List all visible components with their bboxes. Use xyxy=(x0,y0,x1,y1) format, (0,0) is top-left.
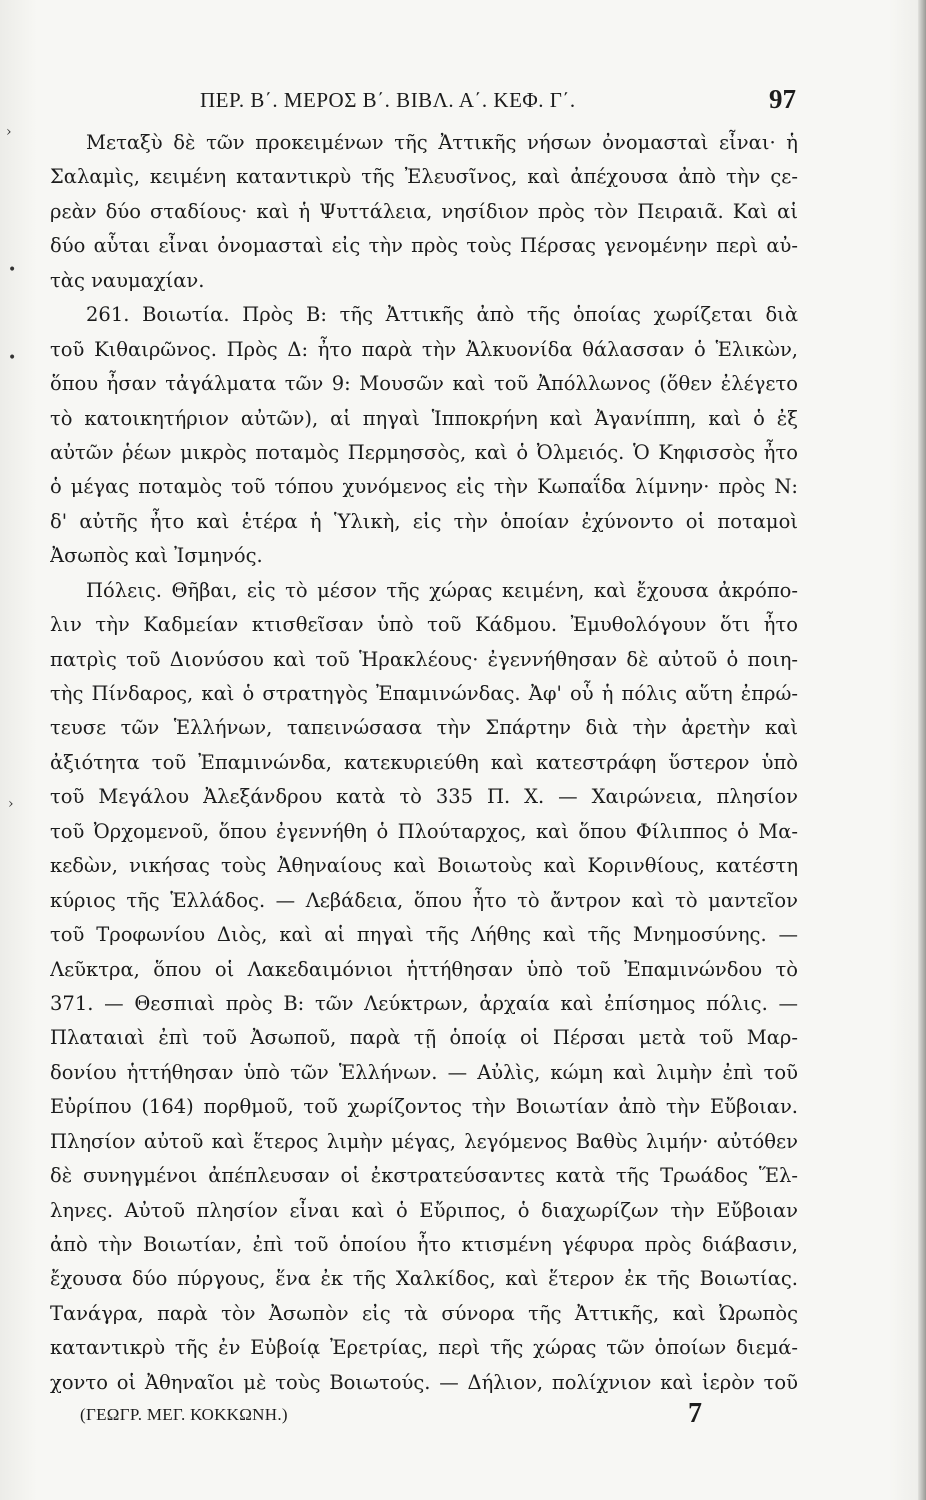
page-number: 97 xyxy=(769,84,796,114)
text-line: Μεταξὺ δὲ τῶν προκειμένων τῆς Ἀττικῆς νήσων ὀνομασταὶ εἶναι· ἡ xyxy=(86,131,798,154)
text-line: κεδὼν, νικήσας τοὺς Ἀθηναίους καὶ Βοιωτοὺς καὶ Κορινθίους, κατέστη xyxy=(50,854,798,878)
text-line: τὴς Πίνδαρος, καὶ ὁ στρατηγὸς Ἐπαμινώνδας. Ἀφ' οὗ ἡ πόλις αὕτη ἐπρώ- xyxy=(50,682,798,705)
text-line: Εὐρίπου (164) πορθμοῦ, τοῦ χωρίζοντος τὴν Βοιωτίαν ἀπὸ τὴν Εὔβοιαν. xyxy=(50,1095,798,1119)
text-line: ἀξιότητα τοῦ Ἐπαμινώνδα, κατεκυριεύθη καὶ κατεστράφη ὕστερον ὑπὸ xyxy=(50,750,798,774)
text-line: χοντο οἱ Ἀθηναῖοι μὲ τοὺς Βοιωτούς. — Δήλιον, πολίχνιον καὶ ἱερὸν τοῦ xyxy=(50,1370,798,1394)
text-line: ρεὰν δύο σταδίους· καὶ ἡ Ψυττάλεια, νησίδιον πρὸς τὸν Πειραιᾶ. Καὶ αἱ xyxy=(50,199,798,223)
text-line: ἀπὸ τὴν Βοιωτίαν, ἐπὶ τοῦ ὁποίου ἦτο κτισμένη γέφυρα πρὸς διάβασιν, xyxy=(50,1233,798,1256)
text-line: Πόλεις. Θῆβαι, εἰς τὸ μέσον τῆς χώρας κειμένη, καὶ ἔχουσα ἀκρόπο- xyxy=(86,578,798,602)
page-edge-shadow xyxy=(918,0,926,1500)
margin-mark: • xyxy=(8,350,17,366)
text-line: τευσε τῶν Ἑλλήνων, ταπεινώσασα τὴν Σπάρτην διὰ τὴν ἀρετὴν καὶ xyxy=(50,716,798,740)
margin-mark: • xyxy=(8,262,17,278)
section-heading-line: 261. Βοιωτία. Πρὸς Β: τῆς Ἀττικῆς ἀπὸ τῆς ὁποίας χωρίζεται διὰ xyxy=(86,303,798,327)
text-line: κύριος τῆς Ἑλλάδος. — Λεβάδεια, ὅπου ἦτο τὸ ἄντρον καὶ τὸ μαντεῖον xyxy=(50,888,798,912)
text-line: δύο αὗται εἶναι ὀνομασταὶ εἰς τὴν πρὸς τοὺς Πέρσας γενομένην περὶ αὐ- xyxy=(50,234,798,258)
text-line: ἔχουσα δύο πύργους, ἕνα ἐκ τῆς Χαλκίδος, καὶ ἕτερον ἐκ τῆς Βοιωτίας. xyxy=(50,1267,798,1291)
text-line: τοῦ Ὀρχομενοῦ, ὅπου ἐγεννήθη ὁ Πλούταρχος, καὶ ὅπου Φίλιππος ὁ Μα- xyxy=(50,819,798,843)
text-line: αὐτῶν ῥέων μικρὸς ποταμὸς Περμησσὸς, καὶ ὁ Ὀλμειός. Ὁ Κηφισσὸς ἦτο xyxy=(50,440,798,464)
text-line: Πλαταιαὶ ἐπὶ τοῦ Ἀσωποῦ, παρὰ τῇ ὁποίᾳ οἱ Πέρσαι μετὰ τοῦ Μαρ- xyxy=(50,1026,798,1050)
text-line: Ἀσωπὸς καὶ Ἰσμηνός. xyxy=(50,544,263,568)
text-line: δονίου ἡττήθησαν ὑπὸ τῶν Ἑλλήνων. — Αὐλὶς, κώμη καὶ λιμὴν ἐπὶ τοῦ xyxy=(50,1060,798,1084)
text-line: Σαλαμὶς, κειμένη καταντικρὺ τῆς Ἐλευσῖνος, καὶ ἀπέχουσα ἀπὸ τὴν ςε- xyxy=(50,165,798,189)
text-line: ὅπου ἦσαν τἀγάλματα τῶν 9: Μουσῶν καὶ τοῦ Ἀπόλλωνος (ὅθεν ἐλέγετο xyxy=(50,372,798,396)
margin-mark: › xyxy=(8,796,14,812)
text-line: 371. — Θεσπιαὶ πρὸς Β: τῶν Λεύκτρων, ἀρχαία καὶ ἐπίσημος πόλις. — xyxy=(50,991,798,1015)
margin-mark: › xyxy=(6,124,12,140)
text-line: δ' αὐτῆς ἦτο καὶ ἑτέρα ἡ Ὑλικὴ, εἰς τὴν ὁποίαν ἐχύνοντο οἱ ποταμοὶ xyxy=(50,509,798,533)
running-title: ΠΕΡ. Β΄. ΜΕΡΟΣ Β΄. ΒΙΒΛ. Α΄. ΚΕΦ. Γ΄. xyxy=(200,88,576,112)
text-line: τοῦ Κιθαιρῶνος. Πρὸς Δ: ἦτο παρὰ τὴν Ἀλκυονίδα θάλασσαν ὁ Ἑλικὼν, xyxy=(50,337,798,361)
text-line: λιν τὴν Καδμείαν κτισθεῖσαν ὑπὸ τοῦ Κάδμου. Ἐμυθολόγουν ὅτι ἦτο xyxy=(50,613,798,637)
text-line: τοῦ Μεγάλου Ἀλεξάνδρου κατὰ τὸ 335 Π. Χ. — Χαιρώνεια, πλησίον xyxy=(50,785,798,809)
sheet-number: 7 xyxy=(688,1398,702,1429)
text-line: Λεῦκτρα, ὅπου οἱ Λακεδαιμόνιοι ἡττήθησαν ὑπὸ τοῦ Ἐπαμινώνδου τὸ xyxy=(50,957,798,981)
text-line: Τανάγρα, παρὰ τὸν Ἀσωπὸν εἰς τὰ σύνορα τῆς Ἀττικῆς, καὶ Ὠρωπὸς xyxy=(50,1301,798,1325)
text-line: τοῦ Τροφωνίου Διὸς, καὶ αἱ πηγαὶ τῆς Λήθης καὶ τῆς Μνημοσύνης. — xyxy=(50,923,798,947)
text-line: τὰς ναυμαχίαν. xyxy=(50,268,205,292)
footer-signature: (ΓΕΩΓΡ. ΜΕΓ. ΚΟΚΚΩΝΗ.) xyxy=(80,1405,288,1424)
text-line: ὁ μέγας ποταμὸς τοῦ τόπου χυνόμενος εἰς τὴν Κωπαΐδα λίμνην· πρὸς Ν: xyxy=(50,475,798,499)
text-line: πατρὶς τοῦ Διονύσου καὶ τοῦ Ἡρακλέους· ἐγεννήθησαν δὲ αὐτοῦ ὁ ποιη- xyxy=(50,647,798,671)
text-line: τὸ κατοικητήριον αὐτῶν), αἱ πηγαὶ Ἱπποκρήνη καὶ Ἀγανίππη, καὶ ὁ ἐξ xyxy=(50,406,798,430)
text-line: καταντικρὺ τῆς ἐν Εὐβοίᾳ Ἐρετρίας, περὶ τῆς χώρας τῶν ὁποίων διεμά- xyxy=(50,1336,798,1360)
body-text xyxy=(50,126,798,1400)
text-line: ληνες. Αὐτοῦ πλησίον εἶναι καὶ ὁ Εὔριπος, ὁ διαχωρίζων τὴν Εὔβοιαν xyxy=(50,1198,798,1222)
text-line: δὲ συνηγμένοι ἀπέπλευσαν οἱ ἐκστρατεύσαντες κατὰ τῆς Τρωάδος Ἕλ- xyxy=(50,1164,798,1188)
text-line: Πλησίον αὐτοῦ καὶ ἕτερος λιμὴν μέγας, λεγόμενος Βαθὺς λιμήν· αὐτόθεν xyxy=(50,1129,798,1153)
